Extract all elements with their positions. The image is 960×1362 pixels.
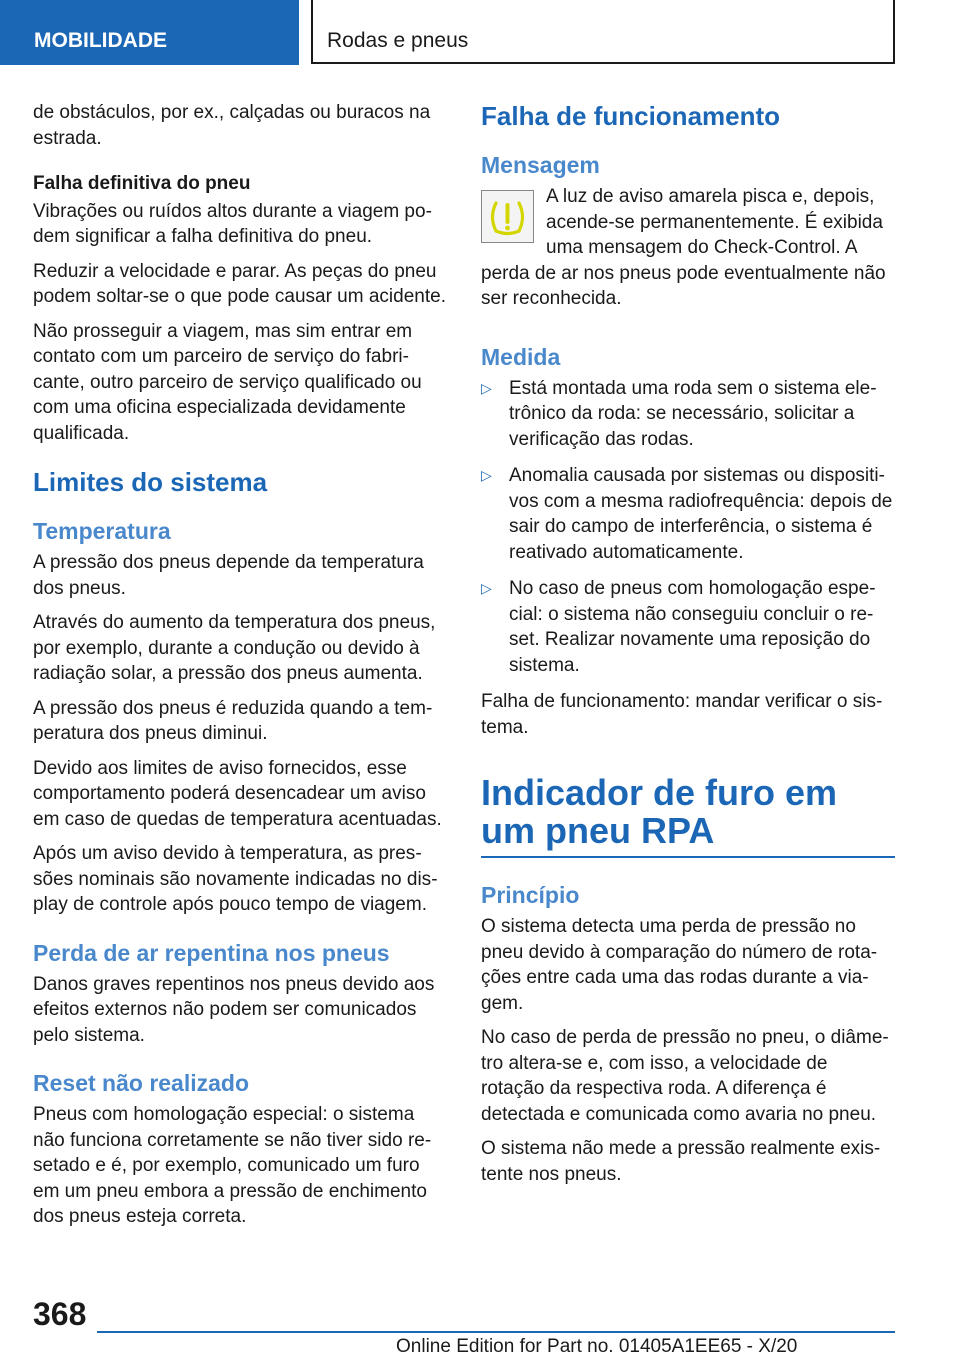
left-column: [33, 100, 448, 1239]
triangle-bullet-icon: ▷: [481, 379, 492, 396]
paragraph: Reduzir a velocidade e parar. As peças do pneu podem soltar-se o que pode causar um acidente.: [33, 260, 446, 307]
section-heading: Falha de funcionamento: [481, 101, 781, 131]
paragraph: Através do aumento da temperatura dos pneus, por exemplo, durante a condução ou devido à radiação solar, a pressão dos pneus aumenta.: [33, 612, 436, 684]
subheading: Temperatura: [33, 518, 171, 544]
section-heading: Limites do sistema: [33, 467, 268, 497]
paragraph: No caso de perda de pressão no pneu, o diâmetro altera-se e, com isso, a velocidade de rotação da respectiva roda. A diferença é detectada e comunicada como avaria no pneu.: [481, 1027, 889, 1125]
measure-list: [481, 376, 895, 679]
paragraph: Após um aviso devido à temperatura, as pressões nominais são novamente indicadas no display de controle após pouco tempo de viagem.: [33, 843, 438, 915]
chapter-title: Rodas e pneus: [327, 29, 469, 52]
subheading: Mensagem: [481, 152, 600, 178]
chapter-heading: Indicador de furo em um pneu RPA: [481, 774, 895, 858]
paragraph: Vibrações ou ruídos altos durante a viagem podem significar a falha definitiva do pneu.: [33, 200, 432, 247]
list-item: ▷ No caso de pneus com homologação especial: o sistema não conseguiu concluir o reset. Realizar novamente uma reposição do sistema.: [481, 578, 876, 676]
paragraph: O sistema não mede a pressão realmente existente nos pneus.: [481, 1138, 881, 1185]
paragraph: O sistema detecta uma perda de pressão no pneu devido à comparação do número de rotações entre cada uma das rodas durante a viagem.: [481, 916, 878, 1014]
list-item: ▷ Anomalia causada por sistemas ou dispositivos com a mesma radiofrequência: depois de sair do campo de interferência, o sistema é reativado automaticamente.: [481, 465, 893, 563]
paragraph: Devido aos limites de aviso fornecidos, esse comportamento poderá desencadear um aviso em caso de quedas de temperatura acentuadas.: [33, 757, 442, 830]
right-column: [481, 100, 895, 1196]
triangle-bullet-icon: ▷: [481, 580, 492, 596]
paragraph: A pressão dos pneus é reduzida quando a temperatura dos pneus diminui.: [33, 697, 433, 744]
chapter-tab: [311, 0, 895, 64]
tire-pressure-warning-icon: [481, 190, 534, 243]
section-title: MOBILIDADE: [34, 29, 167, 52]
subheading: Perda de ar repentina nos pneus: [33, 939, 390, 966]
subsection-heading: Falha definitiva do pneu: [33, 173, 251, 194]
paragraph: A luz de aviso amarela pisca e, depois, acende-se permanentemente. É exibida uma mensagem do Check-Control. A perda de ar nos pneus pode eventualmente não ser reconhecida.: [481, 186, 886, 309]
paragraph: Não prosseguir a viagem, mas sim entrar em contato com um parceiro de serviço do fabricante, outro parceiro de serviço qualificado ou com uma oficina especializada devidamente qualificada.: [33, 320, 422, 444]
message-block: [481, 184, 895, 312]
triangle-bullet-icon: ▷: [481, 467, 492, 483]
page-number: 368: [33, 1296, 87, 1332]
section-tab: [0, 0, 299, 65]
paragraph: de obstáculos, por ex., calçadas ou buracos na estrada.: [33, 102, 431, 149]
footer-divider: [97, 1331, 895, 1333]
list-item: ▷ Está montada uma roda sem o sistema eletrônico da roda: se necessário, solicitar a verificação das rodas.: [481, 377, 877, 450]
paragraph: Danos graves repentinos nos pneus devido aos efeitos externos não podem ser comunicados pelo sistema.: [33, 973, 435, 1046]
paragraph: Pneus com homologação especial: o sistema não funciona corretamente se não tiver sido resetado e é, por exemplo, comunicado um furo em um pneu embora a pressão de enchimento dos pneus esteja correta.: [33, 1104, 432, 1227]
edition-text: Online Edition for Part no. 01405A1EE65 - X/20: [396, 1336, 798, 1357]
paragraph: Falha de funcionamento: mandar verificar o sistema.: [481, 691, 883, 738]
subheading: Princípio: [481, 882, 580, 908]
subheading: Medida: [481, 343, 561, 370]
paragraph: A pressão dos pneus depende da temperatura dos pneus.: [33, 552, 424, 599]
subheading: Reset não realizado: [33, 1070, 250, 1096]
